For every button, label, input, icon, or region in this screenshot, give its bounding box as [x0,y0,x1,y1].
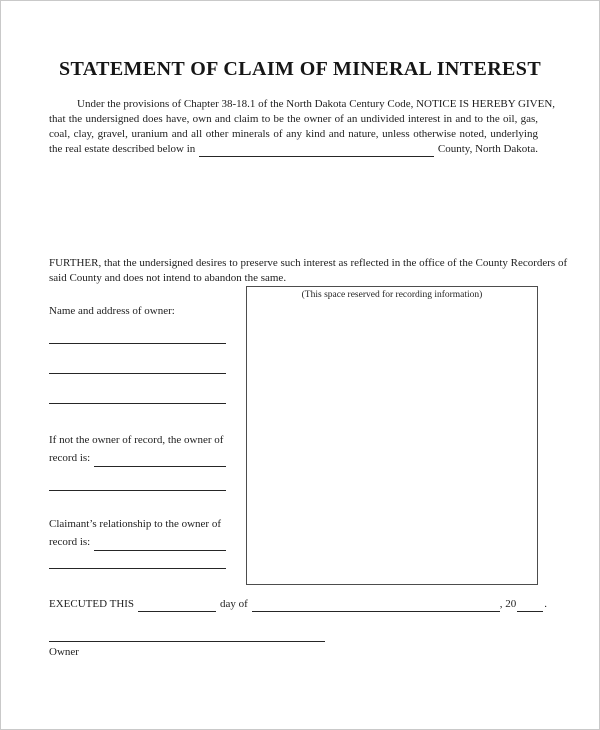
claimant-relationship-label-line-2 [49,533,226,551]
owner-of-record-label-line-2 [49,449,226,467]
execution-period: . [544,598,547,610]
claimant-relationship-blank[interactable] [94,538,226,551]
owner-address-line-3[interactable] [49,403,226,404]
page-title: STATEMENT OF CLAIM OF MINERAL INTEREST [58,58,542,80]
claimant-relationship-label-line-1: Claimant’s relationship to the owner of [49,518,221,530]
further-line-1: FURTHER, that the undersigned desires to preserve such interest as reflected in the office of the County Recorders of [49,257,568,269]
intro-line-4-tail: County, North Dakota. [437,143,538,155]
owner-of-record-blank[interactable] [94,454,226,467]
executed-year-blank[interactable] [517,598,543,612]
year-prefix-label: , 20 [499,598,517,610]
recording-box-caption: (This space reserved for recording information) [301,290,483,300]
recording-information-box [246,286,538,585]
owner-signature-label: Owner [49,646,79,658]
intro-paragraph [49,97,556,157]
intro-line-4 [49,142,538,157]
owner-of-record-extra-line[interactable] [49,490,226,491]
owner-address-line-1[interactable] [49,343,226,344]
owner-of-record-record-is-label: record is: [49,452,91,464]
owner-name-address-label: Name and address of owner: [49,305,175,317]
executed-month-blank[interactable] [252,598,500,612]
intro-line-1: Under the provisions of Chapter 38-18.1 of the North Dakota Century Code, NOTICE IS HEREBY GIVEN, [77,98,556,110]
executed-day-blank[interactable] [138,598,216,612]
owner-address-line-2[interactable] [49,373,226,374]
further-line-2: said County and does not intend to abandon the same. [49,272,287,284]
execution-statement [49,598,547,612]
day-of-label: day of [220,598,248,610]
intro-line-3: coal, clay, gravel, uranium and all other minerals of any kind and nature, unless otherwise noted, underlying [49,128,538,140]
owner-of-record-block [49,431,226,467]
claimant-record-is-label: record is: [49,536,91,548]
claimant-extra-line[interactable] [49,568,226,569]
owner-signature-line[interactable] [49,641,325,642]
intro-line-2: that the undersigned does have, own and claim to be the owner of an undivided interest in and to the oil, gas, [49,113,538,125]
intro-line-4-text: the real estate described below in [49,143,196,155]
executed-this-label: EXECUTED THIS [49,598,135,610]
county-name-blank[interactable] [199,144,434,157]
owner-of-record-label-line-1: If not the owner of record, the owner of [49,434,224,446]
claimant-relationship-block [49,515,226,551]
further-paragraph [49,256,568,286]
